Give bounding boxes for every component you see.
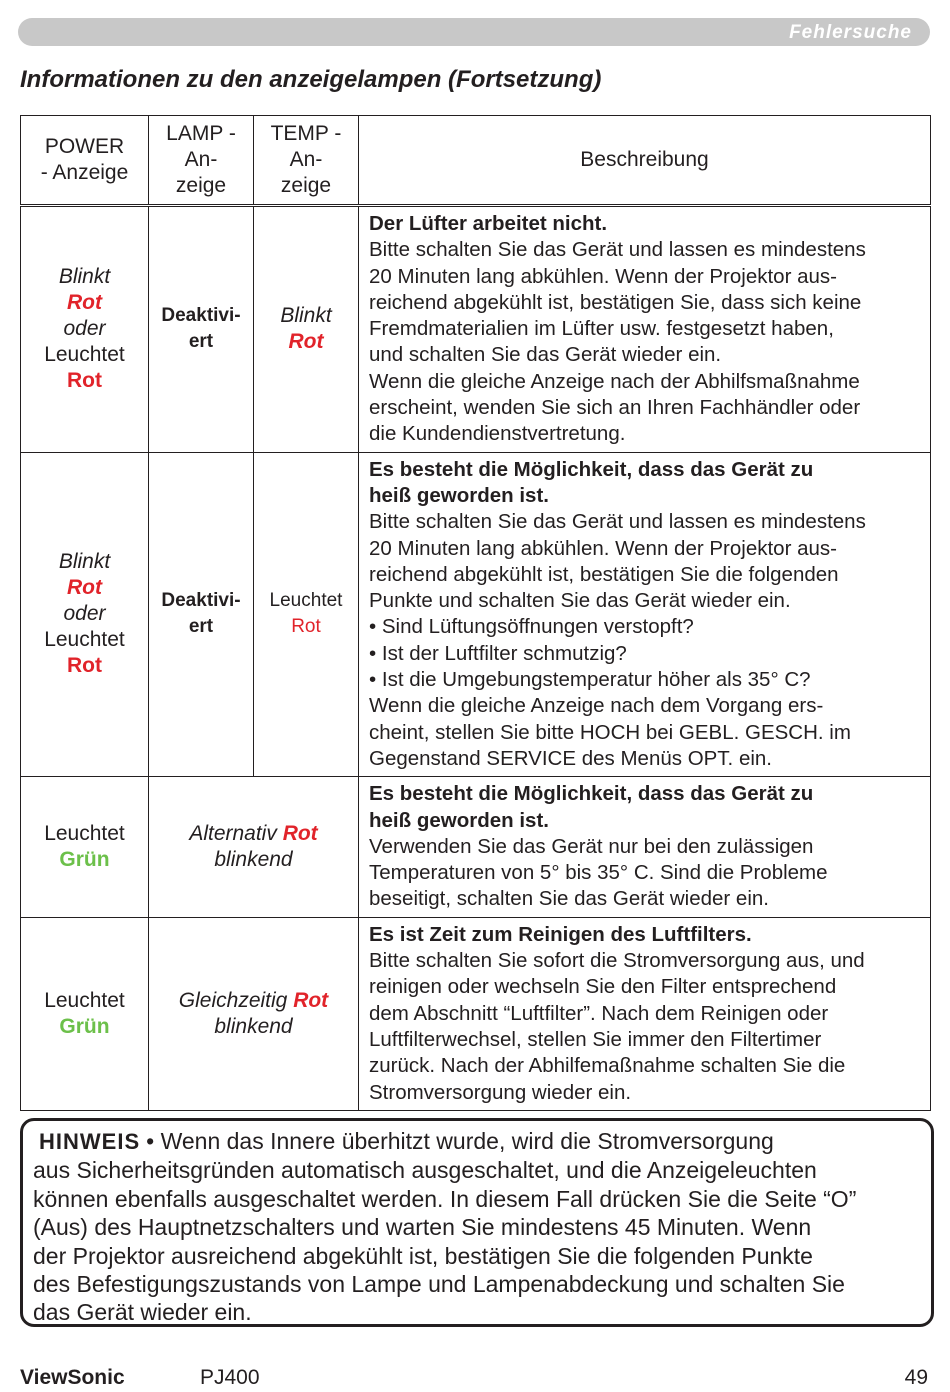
table-header-row (21, 116, 931, 206)
table-row (21, 777, 931, 917)
indicator-table (20, 115, 931, 1111)
description-cell: Es besteht die Möglichkeit, dass das Gerät zu heiß geworden ist. Bitte schalten Sie das Gerät und lassen es mindestens 20 Minuten lang abkühlen. Wenn der Projektor aus- reichend abgekühlt ist, bestätigen Sie die folgenden Punkte und schalten Sie das Gerät wieder ein. • Sind Lüftungsöffnungen verstopft? • Ist der Luftfilter schmutzig? • Ist die Umgebungstemperatur höher als 35° C? Wenn die gleiche Anzeige nach dem Vorgang ers- cheint, stellen Sie bitte HOCH bei GEBL. GESCH. im Gegenstand SERVICE des Menüs OPT. ein. (359, 452, 931, 777)
header-description: Beschreibung (359, 116, 931, 206)
page-title: Informationen zu den anzeigelampen (Fortsetzung) (20, 66, 602, 93)
temp-indicator-cell: Leuchtet Rot (254, 452, 359, 777)
header-power: POWER - Anzeige (21, 116, 149, 206)
lamp-indicator-cell: Deaktivi- ert (149, 452, 254, 777)
power-indicator-cell: Leuchtet Grün (21, 777, 149, 917)
footer-brand: ViewSonic (20, 1366, 125, 1389)
note-line: aus Sicherheitsgründen automatisch ausgeschaltet, und die Anzeigeleuchten (33, 1157, 817, 1184)
lamp-temp-indicator-cell: Alternativ Rot blinkend (149, 777, 359, 917)
note-line: der Projektor ausreichend abgekühlt ist, bestätigen Sie die folgenden Punkte (33, 1242, 813, 1269)
power-indicator-cell: Leuchtet Grün (21, 917, 149, 1110)
lamp-indicator-cell: Deaktivi- ert (149, 206, 254, 453)
temp-indicator-cell: Blinkt Rot (254, 206, 359, 453)
footer-model: PJ400 (200, 1366, 260, 1389)
lamp-temp-indicator-cell: Gleichzeitig Rot blinkend (149, 917, 359, 1110)
page-number: 49 (904, 1366, 928, 1389)
power-indicator-cell: Blinkt Rot oder Leuchtet Rot (21, 206, 149, 453)
header-temp: TEMP - An- zeige (254, 116, 359, 206)
note-box (20, 1118, 934, 1327)
table-row (21, 206, 931, 453)
power-indicator-cell: Blinkt Rot oder Leuchtet Rot (21, 452, 149, 777)
header-bar (18, 18, 930, 46)
description-cell: Es ist Zeit zum Reinigen des Luftfilters. Bitte schalten Sie sofort die Stromversorgung aus, und reinigen oder wechseln Sie den Filter entsprechend dem Abschnitt “Luftfilter”. Nach dem Reinigen oder Luftfilterwechsel, stellen Sie immer den Filtertimer zurück. Nach der Abhilfemaßnahme schalten Sie die Stromversorgung wieder ein. (359, 917, 931, 1110)
description-cell: Der Lüfter arbeitet nicht. Bitte schalten Sie das Gerät und lassen es mindestens 20 Minuten lang abkühlen. Wenn der Projektor aus- reichend abgekühlt ist, bestätigen Sie, dass sich keine Fremdmaterialien im Lüfter usw. festgesetzt haben, und schalten Sie das Gerät wieder ein. Wenn die gleiche Anzeige nach der Abhilfsmaßnahme erscheint, wenden Sie sich an Ihren Fachhändler oder die Kundendienstvertretung. (359, 206, 931, 453)
header-lamp: LAMP - An- zeige (149, 116, 254, 206)
table-row (21, 917, 931, 1110)
note-line: HINWEIS • Wenn das Innere überhitzt wurde, wird die Stromversorgung (39, 1128, 774, 1154)
table-row (21, 452, 931, 777)
note-line: (Aus) des Hauptnetzschalters und warten Sie mindestens 45 Minuten. Wenn (33, 1214, 812, 1241)
note-label: HINWEIS (39, 1129, 141, 1154)
note-line: das Gerät wieder ein. (33, 1299, 252, 1326)
section-title: Fehlersuche (789, 22, 912, 43)
note-line: des Befestigungszustands von Lampe und Lampenabdeckung und schalten Sie (33, 1271, 845, 1298)
note-line: können ebenfalls ausgeschaltet werden. In diesem Fall drücken Sie die Seite “O” (33, 1185, 857, 1212)
description-cell: Es besteht die Möglichkeit, dass das Gerät zu heiß geworden ist. Verwenden Sie das Gerät nur bei den zulässigen Temperaturen von 5° bis 35° C. Sind die Probleme beseitigt, schalten Sie das Gerät wieder ein. (359, 777, 931, 917)
